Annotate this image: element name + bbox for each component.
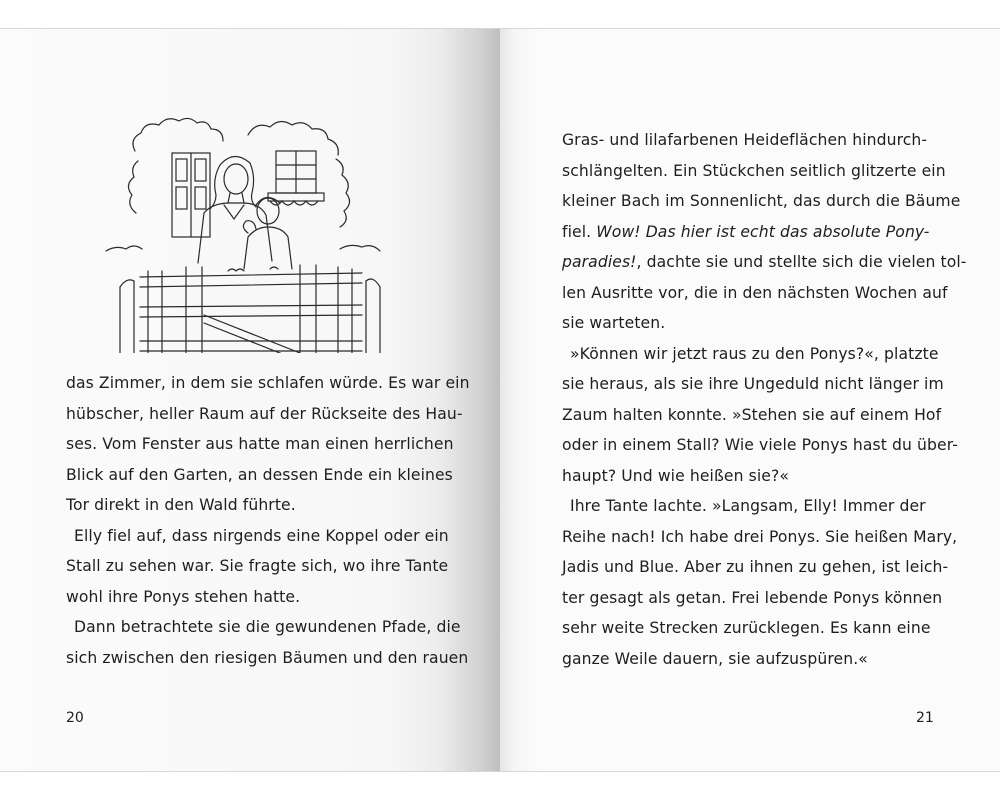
text-line: ter gesagt als getan. Frei lebende Ponys können bbox=[562, 588, 943, 607]
illustration-woman-boy-at-gate bbox=[100, 101, 390, 353]
text-line: hübscher, heller Raum auf der Rückseite des Hau- bbox=[66, 404, 463, 423]
text-line: len Ausritte vor, die in den nächsten Wochen auf bbox=[562, 283, 948, 302]
left-page bbox=[0, 29, 500, 771]
right-page bbox=[500, 29, 1000, 771]
text-line: ganze Weile dauern, sie aufzuspüren.« bbox=[562, 649, 868, 668]
text-line: Zaum halten konnte. »Stehen sie auf einem Hof bbox=[562, 405, 942, 424]
page-number: 20 bbox=[66, 710, 84, 726]
text-line: Jadis und Blue. Aber zu ihnen zu gehen, ist leich- bbox=[562, 558, 949, 576]
book-spread bbox=[0, 28, 1000, 772]
text-line: Stall zu sehen war. Sie fragte sich, wo ihre Tante bbox=[66, 557, 449, 575]
page-number: 21 bbox=[916, 710, 934, 726]
text-line bbox=[562, 247, 967, 278]
text-line: Reihe nach! Ich habe drei Ponys. Sie heißen Mary, bbox=[562, 527, 958, 546]
text-line: sie heraus, als sie ihre Ungeduld nicht länger im bbox=[562, 375, 944, 393]
text-line: sie warteten. bbox=[562, 314, 666, 332]
text-segment: fiel. bbox=[562, 222, 592, 241]
text-line: oder in einem Stall? Wie viele Ponys hast du über- bbox=[562, 436, 958, 454]
text-line: ses. Vom Fenster aus hatte man einen herrlichen bbox=[66, 435, 454, 453]
text-line: wohl ihre Ponys stehen hatte. bbox=[66, 587, 301, 606]
text-line bbox=[562, 217, 942, 248]
text-line: kleiner Bach im Sonnenlicht, das durch die Bäume bbox=[562, 192, 961, 210]
text-segment: , dachte sie und stellte sich die vielen tol- bbox=[636, 253, 967, 271]
text-line: sehr weite Strecken zurücklegen. Es kann eine bbox=[562, 619, 931, 637]
text-line: schlängelten. Ein Stückchen seitlich glitzerte ein bbox=[562, 161, 946, 180]
left-page-text bbox=[66, 368, 470, 673]
text-line: »Können wir jetzt raus zu den Ponys?«, platzte bbox=[570, 344, 939, 363]
text-line: das Zimmer, in dem sie schlafen würde. Es war ein bbox=[66, 374, 470, 392]
text-line: Gras- und lilafarbenen Heideflächen hindurch- bbox=[562, 131, 928, 149]
text-line: sich zwischen den riesigen Bäumen und den rauen bbox=[66, 648, 469, 667]
text-line: haupt? Und wie heißen sie?« bbox=[562, 466, 789, 485]
text-line: Tor direkt in den Wald führte. bbox=[66, 496, 296, 514]
text-line: Dann betrachtete sie die gewundenen Pfade, die bbox=[74, 618, 461, 636]
text-line: Ihre Tante lachte. »Langsam, Elly! Immer der bbox=[570, 497, 926, 515]
right-page-text bbox=[562, 125, 967, 674]
text-line: Blick auf den Garten, an dessen Ende ein kleines bbox=[66, 465, 453, 484]
text-line: Elly fiel auf, dass nirgends eine Koppel oder ein bbox=[74, 526, 449, 545]
thought-italic: Wow! Das hier ist echt das absolute Pony- bbox=[596, 222, 930, 241]
thought-italic: paradies! bbox=[562, 253, 637, 271]
